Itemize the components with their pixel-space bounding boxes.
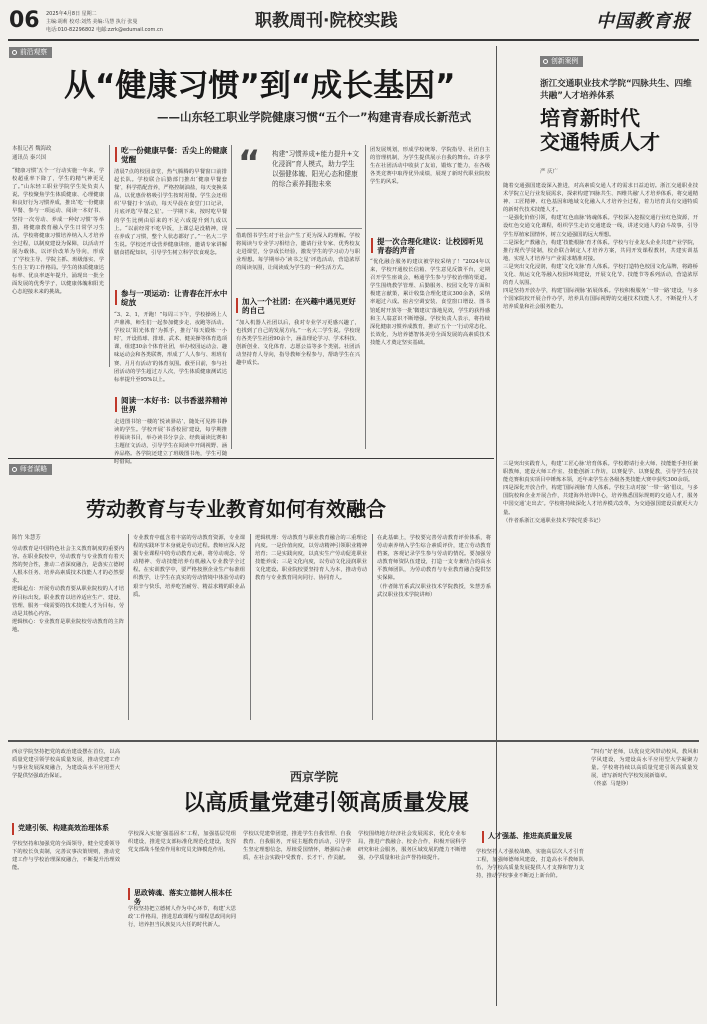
sub-accent-bar — [128, 888, 130, 900]
right-lower-text: 三是突出实践育人，构建‘工匠心脉’培育体系。学校聘请行业大师、技能能手担任兼职教师，建设大师工作室、技能创新工作坊，以赛促学、以赛促教，引导学生在技能竞赛和真实项目中锤炼本领，近年来学生在各级各类技能大赛中获奖300余项。 四是深化开放合作，构建‘国际视脉’育人体系。学校主动对接‘一带一路’倡议，与多国院校和企业开展合作，共建海外培训中心，培养熟悉国际规则的交通人才，服务中国交通‘走出去’。学校将持续深化人才培养模式改革，为交通强国建设贡献更大力量。 （作者系浙江交通职业技术学院党委书记） — [503, 461, 698, 524]
quote-mark-icon: “ — [238, 143, 261, 183]
phone-line: 电话:010-82296802 电邮:zzrk@edumail.com.cn — [46, 27, 163, 33]
middle-col-divider — [372, 534, 373, 720]
bottom-sub-talent: 人才强基、推进高质量发展 — [488, 832, 572, 840]
top-col1-text: “健康习惯‘五个一’行动实施一年来，学校超重率下降了，学生的精气神更足了。”山东轻工职业学院学生处负责人说。学校聚焦学生体质健康、心理健康和良好行为习惯养成，推出‘吃一份健康早餐、参与一项运动、阅读一本好书、坚持一次劳动、养成一种好习惯’等举措，将健康教育融入学生日常学习生活。学校将健康习惯培养纳入人才培养全过程，以制度建设为保障，以活动开展为载体，以评价改革为导向，形成了‘学校主导、学院主抓、班级落实、学生自主’的工作格局。学生的体质健康达标率、优良率逐年提升，涌现出一批全面发展的优秀学子，以健康体魄和阳光心态迎接未来的挑战。 — [12, 168, 104, 296]
column-title: 职教周刊·院校实践 — [255, 11, 398, 31]
section-tag-strategy: 师者谋略 — [9, 464, 52, 475]
right-body-text: 随着交通强国建设深入推进，对高素质交通人才的需求日益迫切。浙江交通职业技术学院立足行业发展需求，探索构建‘四脉共生、四维共融’人才培养体系，将交通精神、工匠精神、红色基因和地域文化融入人才培养全过程，着力培育具有交通特质的新时代技术技能人才。 一是强化价值引领，构建‘红色血脉’铸魂体系。学校深入挖掘交通行业红色资源，开设红色交通文化课程，组织学生走访交通建设一线，讲述交通人的奋斗故事，引导学生厚植家国情怀，树立交通强国的远大理想。 二是深化产教融合，构建‘技能根脉’育才体系。学校与行业龙头企业共建产业学院，推行现代学徒制，校企联合制定人才培养方案，共同开发课程教材，共建实训基地，实现人才培养与产业需求精准对接。 三是突出文化浸润，构建‘文化文脉’育人体系。学校打造特色校园文化品牌，将路桥文化、航运文化等融入校园环境建设，开展文化节、技能节等系列活动，营造浓厚的育人氛围。 四是坚持开放办学，构建‘国际视脉’拓展体系。学校积极服务‘一带一路’建设，与多个国家院校开展合作办学，培养具有国际视野的交通技术技能人才，不断提升人才培养质量和社会服务能力。 — [503, 183, 698, 311]
right-headline-line2: 交通特质人才 — [540, 130, 660, 154]
top-byline-reporter: 本报记者 魏海政 — [12, 146, 52, 152]
sub-accent-bar — [371, 238, 373, 253]
sub3-text: 走进图书馆一楼的‘悦读驿站’，随处可见捧书静读的学生。学校开展‘书香校园’建设，每学期推荐阅读书目，举办读书分享会、经典诵读比赛和主题征文活动，引导学生在阅读中开阔视野、涵养品格。各学院还建立了班级图书角，学生可随时借阅。 — [114, 419, 227, 466]
section-tag-innovation: 创新案例 — [540, 56, 583, 67]
bottom-col1-text: 西京学院坚持把党的政治建设摆在首位，以高质量党建引领学校高质量发展，推动党建工作与事业发展深度融合，为建设高水平应用型大学提供坚强政治保证。 — [12, 749, 120, 780]
subhead-reading: 阅读一本好书：以书香滋养精神世界 — [121, 396, 228, 414]
top-byline-correspondent: 通讯员 秦兴国 — [12, 155, 47, 161]
top-col-divider-3 — [365, 145, 366, 449]
editor-line: 主编:胡莉 校对:刘然 美编:马慧 执行 张曼 — [46, 19, 138, 25]
top-headline: 从“健康习惯”到“成长基因” — [64, 68, 456, 104]
subhead-suggestion: 提一次合理化建议：让校园听见青春的声音 — [377, 237, 484, 255]
sub4-text: “加入机器人社团以后，我对专业学习更感兴趣了，也找到了自己的发展方向。”一名大二学生说。学校现有各类学生社团90余个，涵盖理论学习、学术科技、创新创业、文化体育、志愿公益等多个类别。社团活动坚持育人导向，指导教师全程参与，帮助学生在兴趣中成长。 — [236, 320, 360, 367]
pull-quote-text: 构建“习惯养成+能力提升+文化浸润”育人模式，助力学生以强健体魄、阳光心态和健康的综合素养拥抱未来 — [272, 150, 359, 188]
right-byline: 严 庆广 — [540, 169, 558, 175]
bottom-col3-text: 学校以党建带团建，推进学生自我管理、自我教育、自我服务，开展主题教育活动，引导学生坚定理想信念，厚植爱国情怀，增强综合素质，在社会实践中受教育、长才干、作贡献。 — [243, 831, 351, 862]
sub5-text: “优化融合服务的建议被学校采纳了！”2024年以来，学校开通校长信箱、学生意见反馈平台，定期召开学生座谈会，畅通学生参与学校治理的渠道。学生围绕教学管理、后勤服务、校园文化等方面积极建言献策，累计收集合理化建议300余条，采纳率超过六成。宿舍空调安装、食堂窗口增设、图书馆延时开放等一批‘微建议’落地见效，学生的获得感和主人翁意识不断增强。学校负责人表示，将持续深化健康习惯养成教育，推动‘五个一’行动常态化、长效化，为培养德智体美劳全面发展的高素质技术技能人才奠定坚实基础。 — [370, 259, 490, 346]
middle-col1-text: 劳动教育是中国特色社会主义教育制度的重要内容。在职业院校中，劳动教育与专业教育有着天然的契合性，推动二者深度融合，是落实立德树人根本任务、培养高素质技术技能人才的必然要求。 逻辑起点：开展劳动教育要从职业院校的人才培养目标出发。职业教育以培养适应生产、建设、管理、服务一线需要的技术技能人才为目标，劳动是其核心内容。 逻辑核心：专业教育是职业院校劳动教育的主阵地。 — [12, 546, 124, 633]
bottom-col2-text2: 学校坚持把立德树人作为中心环节，构建‘大思政’工作格局，推进思政课程与课程思政同向同行，培养担当民族复兴大任的时代新人。 — [128, 906, 236, 929]
section-tag-frontier: 前沿观察 — [9, 47, 52, 58]
bottom-col2-text: 学校深入实施‘强基固本’工程，加强基层党组织建设，推进党支部标准化规范化建设，发挥党支部战斗堡垒作用和党员先锋模范作用。 — [128, 831, 236, 854]
right-kicker: 浙江交通职业技术学院“四脉共生、四维共融”人才培养体系 — [540, 79, 692, 101]
bottom-col1-text2: 学校坚持和加强党的全面领导，健全党委领导下的校长负责制，完善议事决策规则，推动党建工作与学校治理深度融合，不断提升治理效能。 — [12, 841, 120, 872]
sub2-text: “3、2、1，开跑！”每周三下午，学校操场上人声鼎沸，师生们一起参加健步走、夜跑等活动。学校以‘阳光体育’为抓手，推行‘每天锻炼一小时’，开设篮球、排球、武术、健美操等体育选项课，组建30余个体育社团，举办校园运动会、趣味运动会和各类联赛，形成了‘人人参与、班班有赛、月月有活动’的体育氛围。截至目前，参与社团活动的学生超过万人次，学生体质健康测试达标率提升至95%以上。 — [114, 312, 227, 383]
pull-quote — [238, 143, 362, 224]
circle-icon — [543, 59, 548, 64]
bottom-section-rule — [8, 740, 699, 742]
sub-accent-bar — [115, 290, 117, 305]
middle-col4-text: 在此基础上，学校要完善劳动教育评价体系，将劳动素养纳入学生综合素质评价，建立劳动教育档案，客观记录学生参与劳动的情况。要加强劳动教育师资队伍建设，打造一支专兼结合的高水平教师团队，为劳动教育与专业教育融合提供坚实保障。 （作者陈竹系武汉职业技术学院教授，朱慧芳系武汉职业技术学院讲师） — [377, 535, 491, 598]
masthead-logo: 中国教育报 — [596, 11, 691, 32]
sub1-text: 清晨7点的校园食堂，热气腾腾的早餐窗口前排起长队。学校联合后勤部门推出‘健康早餐套餐’，科学搭配营养，严格控制油盐，每天变换菜品，以优惠价格吸引学生按时用餐。学生会还组织‘早餐打卡’活动，每天早晨在食堂门口记录，月底评选‘早餐之星’。一学期下来，按时吃早餐的学生比例由原来的不足六成提升到九成以上。“以前经常不吃早饭，上课总是没精神，现在养成了习惯，整个人状态都好了。”一名大二学生说。学校还开设营养健康讲座，邀请专家讲解膳食搭配知识，引导学生树立科学饮食观念。 — [114, 169, 227, 256]
bottom-col4-text: 学校围绕地方经济社会发展需求，优化专业布局，推进产教融合、校企合作，积极开展科学研究和社会服务，服务区域发展的能力不断增强，办学质量和社会声誉持续提升。 — [358, 831, 466, 862]
middle-col-divider — [250, 534, 251, 720]
bottom-sub-ideology: 思政铸魂、落实立德树人根本任务 — [134, 889, 232, 906]
bottom-headline: 以高质量党建引领高质量发展 — [183, 791, 470, 816]
bottom-sub-governance: 党建引领、构建高效治理体系 — [18, 824, 109, 832]
bottom-kicker: 西京学院 — [290, 770, 339, 784]
sub-accent-bar — [482, 831, 484, 843]
top-subheadline: ——山东轻工职业学院健康习惯“五个一”构建青春成长新范式 — [157, 110, 472, 124]
top-col-divider-1 — [109, 145, 110, 367]
subhead-sport: 参与一项运动：让青春在汗水中绽放 — [121, 289, 228, 307]
col3-text: 借助图书学生对于社会产生了更为深入的理解。学校将阅读与专业学习相结合，邀请行业专家、优秀校友走进课堂，分享成长经验，激发学生的学习动力与职业理想。每学期举办‘读书之星’评选活动，营造浓厚的阅读氛围，让阅读成为学生的一种生活方式。 — [236, 233, 360, 272]
bottom-col6-text: “四有”好老师，以优良党风带动校风、教风和学风建设，为建设高水平应用型大学凝聚力量。学校将持续以高质量党建引领高质量发展，谱写新时代学校发展新篇章。 （佟嘉 马楚铮） — [591, 749, 698, 788]
sub-accent-bar — [12, 823, 14, 835]
sub-accent-bar — [115, 397, 117, 412]
middle-byline: 陈竹 朱慧芳 — [12, 535, 41, 541]
page-number: 06 — [9, 8, 40, 33]
middle-col3-text: 逻辑机理：劳动教育与职业教育融合的三重理论向度。一是价值向度，以劳动精神引领职业精神培育；二是实践向度，以真实生产劳动促进职业技能养成；三是文化向度，以劳动文化浸润职业文化建设。职业院校要坚持育人为本，推动劳动教育与专业教育同向同行、协同育人。 — [255, 535, 367, 582]
section-rule — [8, 458, 494, 459]
subhead-breakfast: 吃一份健康早餐：舌尖上的健康觉醒 — [121, 146, 228, 164]
col4-text: 团发展规划，形成学校统筹、学院指导、社团自主的管理机制，为学生提供展示自我的舞台。许多学生在社团活动中收获了友谊，锻炼了能力，在各级各类竞赛中取得优异成绩，展现了新时代职业院校学生的风采。 — [370, 147, 490, 186]
circle-icon — [12, 50, 17, 55]
middle-col-divider — [128, 534, 129, 720]
right-headline-line1: 培育新时代 — [540, 106, 640, 130]
pull-quote-rule — [236, 228, 362, 229]
masthead — [0, 0, 707, 42]
subhead-club: 加入一个社团：在兴趣中遇见更好的自己 — [242, 297, 356, 315]
sub-accent-bar — [236, 298, 238, 313]
middle-headline: 劳动教育与专业教育如何有效融合 — [86, 497, 386, 521]
circle-icon — [12, 467, 17, 472]
bottom-col5-text: 学校坚持人才强校战略，实施高层次人才引育工程，加强师德师风建设，打造高水平教师队伍，为学校高质量发展提供人才支撑和智力支持，推动学校事业不断迈上新台阶。 — [476, 849, 584, 880]
date-line: 2025年4月8日 星期二 — [46, 11, 97, 17]
sub-accent-bar — [115, 147, 117, 162]
masthead-rule — [8, 39, 699, 41]
middle-col2-text: 专业教育中蕴含着丰富的劳动教育资源，专业课程的实践环节本身就是劳动过程。教师应深入挖掘专业课程中的劳动教育元素，将劳动观念、劳动精神、劳动技能培养有机融入专业教学全过程。在实训教学中，要严格按照企业生产标准组织教学，让学生在真实的劳动情境中体验劳动的艰辛与快乐，培养吃苦耐劳、精益求精的职业品质。 — [133, 535, 245, 598]
top-col-divider-2 — [231, 145, 232, 449]
